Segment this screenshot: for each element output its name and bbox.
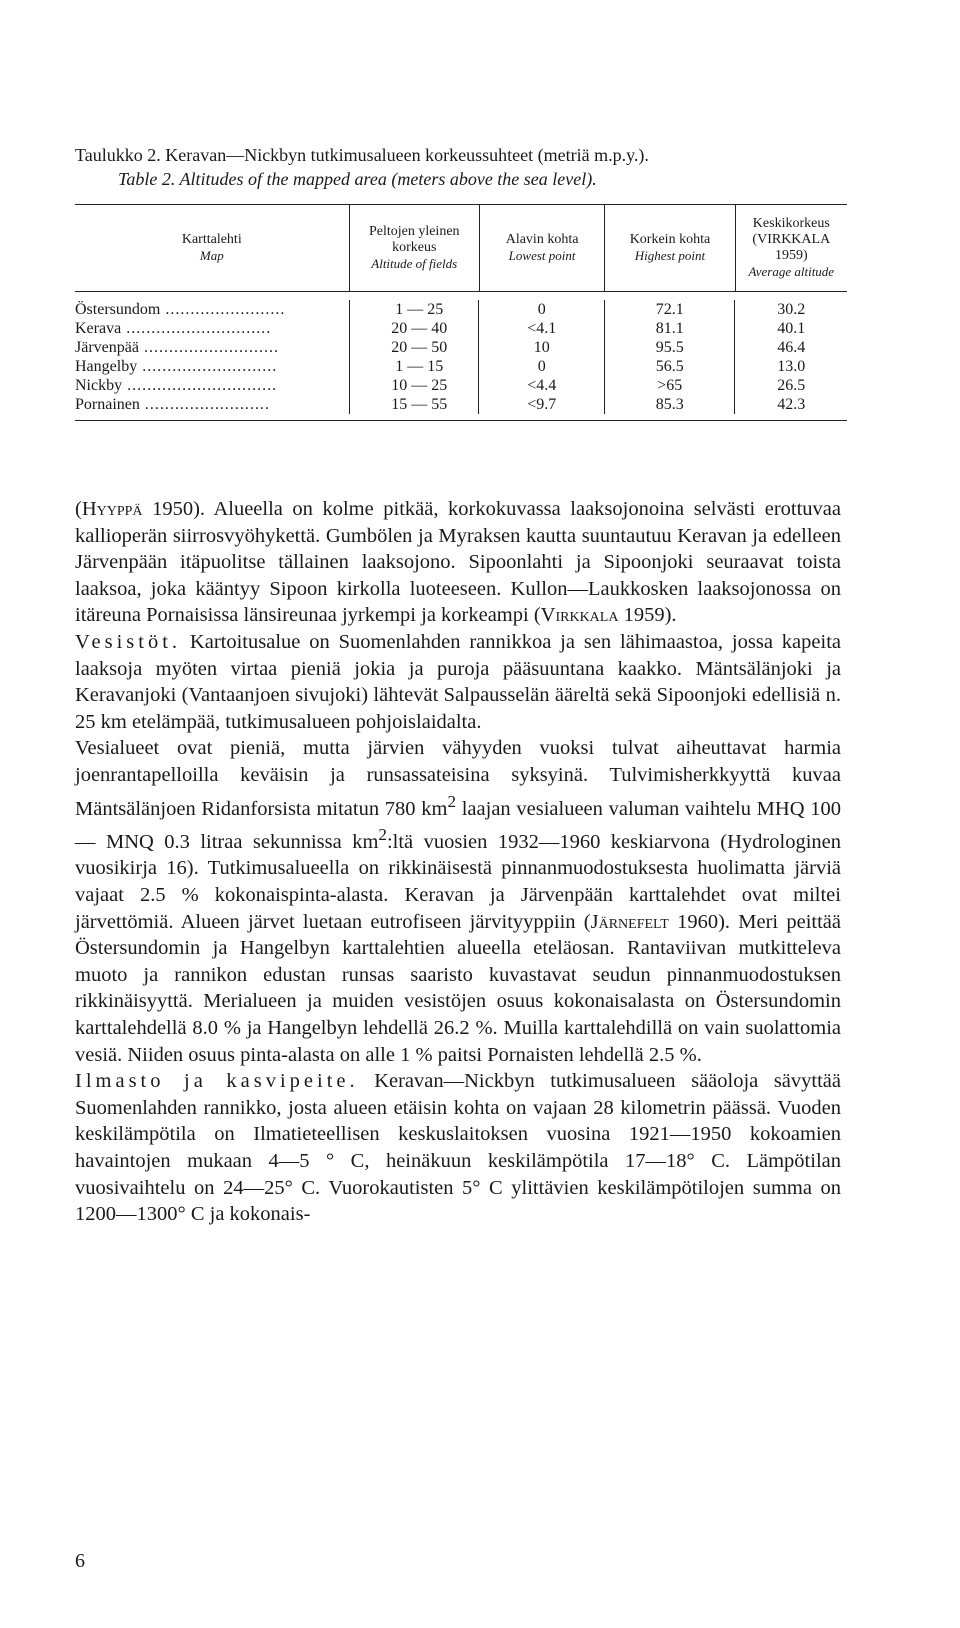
table-cell: 81.1 [655,320,684,337]
column-lowest [478,300,604,414]
table-cell: 10 — 25 [391,377,448,394]
caption-english-label: Table 2. [118,169,176,189]
header-map: Karttalehti Map [181,232,242,263]
table-cell: 0 [537,358,546,375]
header-average: Keskikorkeus (VIRKKALA 1959) Average altitude [735,205,847,291]
table-cell: Järvenpää ........................... [75,339,279,356]
table-cell: 20 — 40 [391,320,448,337]
table-cell: 72.1 [655,301,684,318]
page-number: 6 [75,1550,85,1572]
caption-english [75,167,895,191]
table-cell: 95.5 [655,339,684,356]
table-cell: Hangelby ........................... [75,358,278,375]
section-heading: Ilmasto ja kasvipeite. [75,1070,359,1093]
caption-finnish: Taulukko 2. Keravan—Nickbyn tutkimusalueen korkeussuhteet (metriä m.p.y.). [75,145,649,165]
table-cell: 1 — 25 [395,301,444,318]
table-cell: <4.1 [527,320,557,337]
paragraph-relief: (Hyyppä 1950). Alueella on kolme pitkää, korkokuvassa laaksojonoina selvästi erottuvaa kallioperän siirrosvyöhykettä. Gumbölen ja Myraksen kautta suuntautuu Keravan ja edelleen Järvenpään itäpuolitse tällainen laaksojono. Sipoonlahti ja Sipoonjoki seuraavat toista laaksoa, joka kääntyy Sipoon kirkolla luoteeseen. Kullon—Laukkosken laaksojonossa on itäreuna Pornaisissa länsireunaa jyrkempi ja korkeampi (Virkkala 1959). [75,498,841,627]
header-lowest: Alavin kohta Lowest point [479,205,604,291]
table-cell: 13.0 [777,358,806,375]
citation-name: Järnefelt [590,910,669,933]
table-cell: 46.4 [777,339,806,356]
table-caption [75,143,895,191]
table-cell: Östersundom ........................ [75,301,286,318]
table-cell: 85.3 [655,396,684,413]
table-cell: <4.4 [527,377,557,394]
table-cell: 0 [537,301,546,318]
table-cell: 20 — 50 [391,339,448,356]
table-cell: 40.1 [777,320,806,337]
table-header [75,205,847,292]
table-cell: 30.2 [777,301,806,318]
table-cell: 10 [533,339,550,356]
table-cell: >65 [657,377,683,394]
table-cell: 42.3 [777,396,806,413]
column-map [75,300,349,414]
column-average [734,300,847,414]
header-highest: Korkein kohta Highest point [604,205,734,291]
table-cell: Nickby .............................. [75,377,278,394]
paragraph-water-areas: Vesialueet ovat pieniä, mutta järvien vähyyden vuoksi tulvat aiheuttavat harmia joenrantapelloilla keväisin ja runsassateisina syksyinä. Tulvimisherkkyyttä kuvaa Mäntsälänjoen Ridanforsista mitatun 780 $km^2$ laajan vesialueen valuman vaihtelu MHQ 100 — MNQ 0.3 litraa sekunnissa $km^2:ltä$ vuosien 1932—1960 keskiarvona (Hydrologinen vuosikirja 16). Tutkimusalueella on rikkinäisestä pinnanmuodostuksesta huolimatta järviä vajaat 2.5 % kokonaispinta-alasta. Keravan ja Järvenpään karttalehdet ovat miltei järvettömiä. Alueen järvet luetaan eutrofiseen järvityyppiin (Järnefelt 1960). Meri peittää Östersundomin ja Hangelbyn karttalehtien alueella eteläosan. Rantaviivan mutkitteleva muoto ja rannikon edustan runsas saaristo kuvastavat seudun pinnanmuodostuksen rikkinäisyyttä. Merialueen ja muiden vesistöjen osuus kokonaisalasta on Östersundomin karttalehdellä 8.0 % ja Hangelbyn lehdellä 26.2 %. Muilla karttalehdillä on vain suolattomia vesiä. Niiden osuus pinta-alasta on alle 1 % paitsi Pornaisten lehdellä 2.5 %. [75,737,841,1066]
table-cell: 1 — 15 [395,358,444,375]
section-heading: Vesistöt. [75,630,182,653]
paragraph-climate: Ilmasto ja kasvipeite. Keravan—Nickbyn tutkimusalueen sääoloja sävyttää Suomenlahden rannikko, josta alueen etäisin kohta on vajaan 28 kilometrin päässä. Vuoden keskilämpötila on Ilmatieteellisen keskuslaitoksen vuosina 1921—1950 kokoamien havaintojen mukaan 4—5 ° C, heinäkuun keskilämpötila 17—18° C. Lämpötilan vuosivaihtelu on 24—25° C. Vuorokautisten 5° C ylittävien keskilämpötilojen summa on 1200—1300° C ja kokonais- [75,1070,841,1226]
table-cell: <9.7 [527,396,557,413]
caption-english-text: Altitudes of the mapped area (meters above the sea level). [179,169,597,189]
table-body [75,292,847,420]
column-highest [604,300,734,414]
column-fields [349,300,479,414]
table-cell: 15 — 55 [391,396,448,413]
citation-name: Hyyppä [81,498,143,520]
header-fields: Peltojen yleinen korkeus Altitude of fields [349,205,479,291]
body-text [75,496,841,1228]
table-cell: Pornainen ......................... [75,396,270,413]
table-cell: 56.5 [655,358,684,375]
altitude-table [75,204,847,421]
table-cell: 26.5 [777,377,806,394]
table-cell: Kerava ............................. [75,320,272,337]
paragraph-waters: Vesistöt. Kartoitusalue on Suomenlahden rannikkoa ja sen lähimaastoa, jossa kapeita laaksoja myöten virtaa pieniä jokia ja puroja pääsuuntana kaakko. Mäntsälänjoki ja Keravanjoki (Vantaanjoen sivujoki) lähtevät Salpausselän ääreltä sekä Sipoonjoki edellisiä n. 25 km etelämpää, tutkimusalueen pohjoislaidalta. [75,630,841,733]
citation-name: Virkkala [540,604,619,627]
